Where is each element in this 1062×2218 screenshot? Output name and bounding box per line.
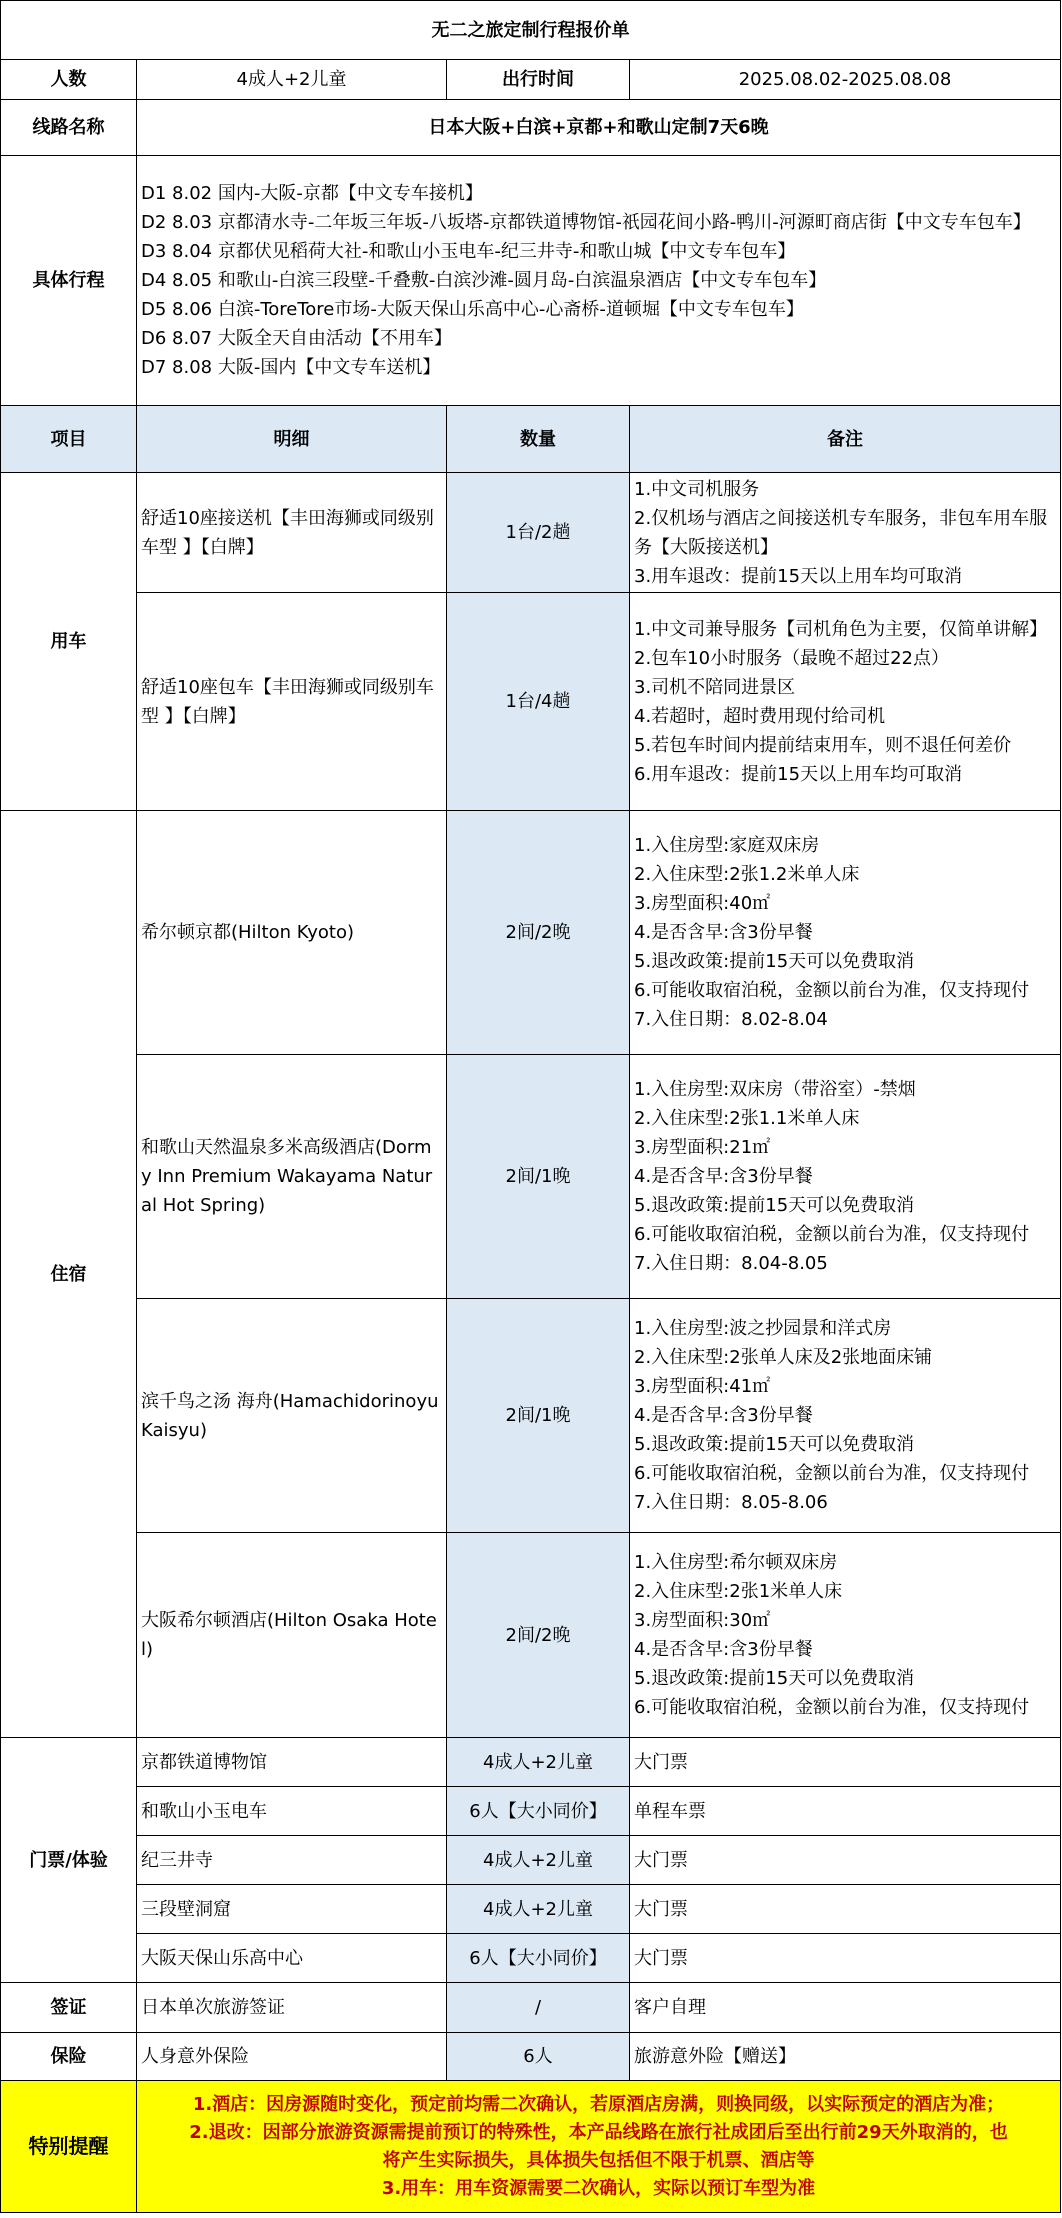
note-line: 6.可能收取宿泊税，金额以前台为准，仅支持现付 <box>634 980 1030 1001</box>
ticket-detail: 京都铁道博物馆 <box>137 1738 447 1787</box>
ticket-qty: 4成人+2儿童 <box>447 1738 630 1787</box>
special-line: 3.用车：用车资源需要二次确认，实际以预订车型为准 <box>381 2177 816 2199</box>
car-detail: 舒适10座包车【丰田海狮或同级别车型 】【白牌】 <box>137 593 447 811</box>
car-label: 用车 <box>1 473 137 811</box>
ticket-qty: 4成人+2儿童 <box>447 1885 630 1934</box>
ticket-note: 大门票 <box>630 1885 1061 1934</box>
ticket-detail: 三段壁洞窟 <box>137 1885 447 1934</box>
visa-qty: / <box>447 1983 630 2033</box>
note-line: 2.入住床型:2张1米单人床 <box>634 1581 843 1602</box>
note-line: 3.房型面积:40㎡ <box>634 893 771 914</box>
note-line: 2.包车10小时服务（最晚不超过22点） <box>634 647 949 669</box>
note-line: 1.入住房型:家庭双床房 <box>634 835 820 856</box>
car-detail: 舒适10座接送机【丰田海狮或同级别车型 】【白牌】 <box>137 473 447 593</box>
hotel-detail: 希尔顿京都(Hilton Kyoto) <box>137 811 447 1055</box>
insurance-qty: 6人 <box>447 2033 630 2081</box>
car-qty: 1台/4趟 <box>447 593 630 811</box>
visa-label: 签证 <box>1 1983 137 2033</box>
note-line: 1.入住房型:双床房（带浴室）-禁烟 <box>634 1079 916 1100</box>
note-line: 1.中文司机服务 <box>634 478 760 500</box>
note-line: 4.若超时，超时费用现付给司机 <box>634 705 886 727</box>
header-item: 项目 <box>1 406 137 473</box>
note-line: 2.入住床型:2张1.1米单人床 <box>634 1108 860 1129</box>
ticket-note: 大门票 <box>630 1738 1061 1787</box>
itinerary-day: D3 8.04 京都伏见稻荷大社-和歌山小玉电车-纪三井寺-和歌山城【中文专车包车】 <box>141 241 796 262</box>
column-header-row <box>1 406 1061 473</box>
ticket-detail: 纪三井寺 <box>137 1836 447 1885</box>
ticket-row <box>1 1787 1061 1836</box>
insurance-row <box>1 2033 1061 2081</box>
route-label: 线路名称 <box>1 100 137 156</box>
car-row <box>1 473 1061 593</box>
note-line: 2.入住床型:2张1.2米单人床 <box>634 864 860 885</box>
time-value: 2025.08.02-2025.08.08 <box>630 60 1061 100</box>
special-line: 2.退改：因部分旅游资源需提前预订的特殊性，本产品线路在旅行社成团后至出行前29天外取消的，也 <box>189 2121 1008 2143</box>
special-label: 特别提醒 <box>1 2081 137 2213</box>
itinerary-day: D7 8.08 大阪-国内【中文专车送机】 <box>141 357 441 378</box>
title-row <box>1 1 1061 60</box>
note-line: 5.退改政策:提前15天可以免费取消 <box>634 1434 915 1455</box>
hotel-row <box>1 811 1061 1055</box>
note-line: 3.房型面积:21㎡ <box>634 1137 771 1158</box>
header-detail: 明细 <box>137 406 447 473</box>
note-line: 1.入住房型:希尔顿双床房 <box>634 1552 838 1573</box>
car-notes <box>630 473 1061 593</box>
hotel-qty: 2间/2晚 <box>447 811 630 1055</box>
note-line: 5.退改政策:提前15天可以免费取消 <box>634 1195 915 1216</box>
car-qty: 1台/2趟 <box>447 473 630 593</box>
hotel-notes <box>630 1055 1061 1299</box>
note-line: 4.是否含早:含3份早餐 <box>634 1405 813 1426</box>
note-line: 6.可能收取宿泊税，金额以前台为准，仅支持现付 <box>634 1697 1030 1718</box>
ticket-note: 大门票 <box>630 1934 1061 1983</box>
hotel-detail: 和歌山天然温泉多米高级酒店(Dormy Inn Premium Wakayama Natural Hot Spring) <box>137 1055 447 1299</box>
hotel-detail: 大阪希尔顿酒店(Hilton Osaka Hotel) <box>137 1533 447 1738</box>
special-line: 1.酒店：因房源随时变化，预定前均需二次确认，若原酒店房满，则换同级，以实际预定的酒店为准； <box>192 2093 1005 2115</box>
car-notes <box>630 593 1061 811</box>
visa-row <box>1 1983 1061 2033</box>
route-row <box>1 100 1061 156</box>
note-line: 1.入住房型:波之抄园景和洋式房 <box>634 1318 892 1339</box>
itinerary-day: D4 8.05 和歌山-白滨三段壁-千叠敷-白滨沙滩-圆月岛-白滨温泉酒店【中文专车包车】 <box>141 270 827 291</box>
insurance-detail: 人身意外保险 <box>137 2033 447 2081</box>
tickets-label: 门票/体验 <box>1 1738 137 1983</box>
note-line: 4.是否含早:含3份早餐 <box>634 1166 813 1187</box>
itinerary-day: D1 8.02 国内-大阪-京都【中文专车接机】 <box>141 183 483 204</box>
note-line: 5.若包车时间内提前结束用车，则不退任何差价 <box>634 734 1012 756</box>
header-qty: 数量 <box>447 406 630 473</box>
ticket-detail: 和歌山小玉电车 <box>137 1787 447 1836</box>
insurance-label: 保险 <box>1 2033 137 2081</box>
itinerary-label: 具体行程 <box>1 156 137 406</box>
ticket-qty: 4成人+2儿童 <box>447 1836 630 1885</box>
info-row <box>1 60 1061 100</box>
ticket-row <box>1 1738 1061 1787</box>
note-line: 7.入住日期：8.05-8.06 <box>634 1492 828 1513</box>
ticket-row <box>1 1885 1061 1934</box>
itinerary-day: D5 8.06 白滨-ToreTore市场-大阪天保山乐高中心-心斋桥-道顿堀【中文专车包车】 <box>141 299 804 320</box>
people-label: 人数 <box>1 60 137 100</box>
car-row <box>1 593 1061 811</box>
note-line: 6.用车退改：提前15天以上用车均可取消 <box>634 763 963 785</box>
note-line: 3.房型面积:41㎡ <box>634 1376 771 1397</box>
people-value: 4成人+2儿童 <box>137 60 447 100</box>
ticket-row <box>1 1836 1061 1885</box>
note-line: 6.可能收取宿泊税，金额以前台为准，仅支持现付 <box>634 1463 1030 1484</box>
page-title: 无二之旅定制行程报价单 <box>1 1 1061 60</box>
note-line: 1.中文司兼导服务【司机角色为主要，仅简单讲解】 <box>634 618 1048 640</box>
hotel-row <box>1 1533 1061 1738</box>
hotel-qty: 2间/1晚 <box>447 1055 630 1299</box>
note-line: 4.是否含早:含3份早餐 <box>634 922 813 943</box>
special-notes <box>137 2081 1061 2213</box>
note-line: 2.入住床型:2张单人床及2张地面床铺 <box>634 1347 933 1368</box>
hotel-qty: 2间/2晚 <box>447 1533 630 1738</box>
note-line: 5.退改政策:提前15天可以免费取消 <box>634 951 915 972</box>
note-line: 7.入住日期：8.04-8.05 <box>634 1253 828 1274</box>
itinerary-row <box>1 156 1061 406</box>
visa-detail: 日本单次旅游签证 <box>137 1983 447 2033</box>
ticket-note: 单程车票 <box>630 1787 1061 1836</box>
note-line: 7.入住日期：8.02-8.04 <box>634 1009 828 1030</box>
ticket-detail: 大阪天保山乐高中心 <box>137 1934 447 1983</box>
itinerary-days <box>137 156 1061 406</box>
hotel-qty: 2间/1晚 <box>447 1299 630 1533</box>
itinerary-day: D2 8.03 京都清水寺-二年坂三年坂-八坂塔-京都铁道博物馆-祇园花间小路-鸭川-河源町商店街【中文专车包车】 <box>141 212 1031 233</box>
hotel-label: 住宿 <box>1 811 137 1738</box>
note-line: 3.用车退改：提前15天以上用车均可取消 <box>634 565 963 587</box>
ticket-note: 大门票 <box>630 1836 1061 1885</box>
note-line: 6.可能收取宿泊税，金额以前台为准，仅支持现付 <box>634 1224 1030 1245</box>
visa-note: 客户自理 <box>630 1983 1061 2033</box>
note-line: 3.司机不陪同进景区 <box>634 676 796 698</box>
hotel-row <box>1 1055 1061 1299</box>
route-value: 日本大阪+白滨+京都+和歌山定制7天6晚 <box>137 100 1061 156</box>
ticket-row <box>1 1934 1061 1983</box>
special-row <box>1 2081 1061 2213</box>
time-label: 出行时间 <box>447 60 630 100</box>
note-line: 2.仅机场与酒店之间接送机专车服务，非包车用车服务【大阪接送机】 <box>634 507 1048 558</box>
note-line: 3.房型面积:30㎡ <box>634 1610 771 1631</box>
note-line: 4.是否含早:含3份早餐 <box>634 1639 813 1660</box>
ticket-qty: 6人【大小同价】 <box>447 1787 630 1836</box>
hotel-notes <box>630 1533 1061 1738</box>
itinerary-day: D6 8.07 大阪全天自由活动【不用车】 <box>141 328 452 349</box>
header-note: 备注 <box>630 406 1061 473</box>
special-line: 将产生实际损失，具体损失包括但不限于机票、酒店等 <box>382 2149 815 2171</box>
hotel-row <box>1 1299 1061 1533</box>
hotel-detail: 滨千鸟之汤 海舟(Hamachidorinoyu Kaisyu) <box>137 1299 447 1533</box>
insurance-note: 旅游意外险【赠送】 <box>630 2033 1061 2081</box>
note-line: 5.退改政策:提前15天可以免费取消 <box>634 1668 915 1689</box>
ticket-qty: 6人【大小同价】 <box>447 1934 630 1983</box>
hotel-notes <box>630 811 1061 1055</box>
hotel-notes <box>630 1299 1061 1533</box>
